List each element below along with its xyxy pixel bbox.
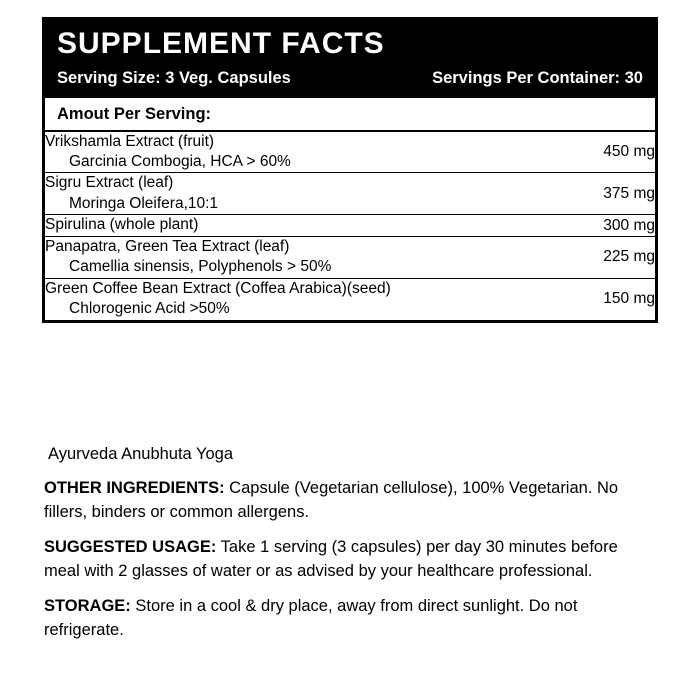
ingredient-amount: 450 mg <box>603 142 655 160</box>
storage-label: STORAGE: <box>44 597 131 616</box>
ingredient-subname: Moringa Oleifera,10:1 <box>69 194 219 212</box>
ingredient-names <box>45 173 569 215</box>
ingredient-name: Sigru Extract (leaf) <box>45 174 174 192</box>
ingredient-names <box>45 132 569 173</box>
ingredient-name: Spirulina (whole plant) <box>45 216 199 234</box>
ingredient-amount: 150 mg <box>603 290 655 308</box>
storage-paragraph <box>44 594 658 642</box>
ingredient-amount: 375 mg <box>603 184 655 202</box>
serving-info-row <box>57 69 643 88</box>
page-title: SUPPLEMENT FACTS <box>57 27 385 60</box>
table-row <box>45 236 655 278</box>
table-row <box>45 132 655 173</box>
ingredient-subname: Garcinia Combogia, HCA > 60% <box>69 152 291 170</box>
ingredient-amount: 300 mg <box>603 216 655 234</box>
storage-text: Store in a cool & dry place, away from direct sunlight. Do not refrigerate. <box>44 597 578 640</box>
servings-per-container: Servings Per Container: 30 <box>432 68 643 87</box>
ingredient-subname: Camellia sinensis, Polyphenols > 50% <box>69 258 332 276</box>
table-row <box>45 278 655 319</box>
amount-per-serving-label: Amout Per Serving: <box>45 98 655 132</box>
suggested-usage-text: Take 1 serving (3 capsules) per day 30 minutes before meal with 2 glasses of water or as advised by your healthcare professional. <box>44 537 618 580</box>
other-ingredients-label: OTHER INGREDIENTS: <box>44 478 225 497</box>
ingredient-subname: Chlorogenic Acid >50% <box>69 300 230 318</box>
footer-notes <box>44 442 658 642</box>
suggested-usage-label: SUGGESTED USAGE: <box>44 537 217 556</box>
supplement-facts-panel <box>42 17 658 323</box>
ingredient-name: Vrikshamla Extract (fruit) <box>45 132 215 150</box>
ingredient-names <box>45 278 569 319</box>
serving-size: Serving Size: 3 Veg. Capsules <box>57 68 291 87</box>
ingredient-name: Panapatra, Green Tea Extract (leaf) <box>45 237 290 255</box>
ingredient-names <box>45 236 569 278</box>
ingredient-amount: 225 mg <box>603 248 655 266</box>
suggested-usage-paragraph <box>44 535 658 583</box>
ingredient-names <box>45 215 569 236</box>
other-ingredients-text: Capsule (Vegetarian cellulose), 100% Vegetarian. No fillers, binders or common allergens. <box>44 478 619 521</box>
table-row <box>45 215 655 236</box>
panel-header <box>45 20 655 98</box>
table-row <box>45 173 655 215</box>
ingredient-name: Green Coffee Bean Extract (Coffea Arabica)(seed) <box>45 279 391 297</box>
ayurveda-note: Ayurveda Anubhuta Yoga <box>48 445 234 463</box>
other-ingredients-paragraph <box>44 476 658 524</box>
ingredients-table <box>45 132 655 320</box>
